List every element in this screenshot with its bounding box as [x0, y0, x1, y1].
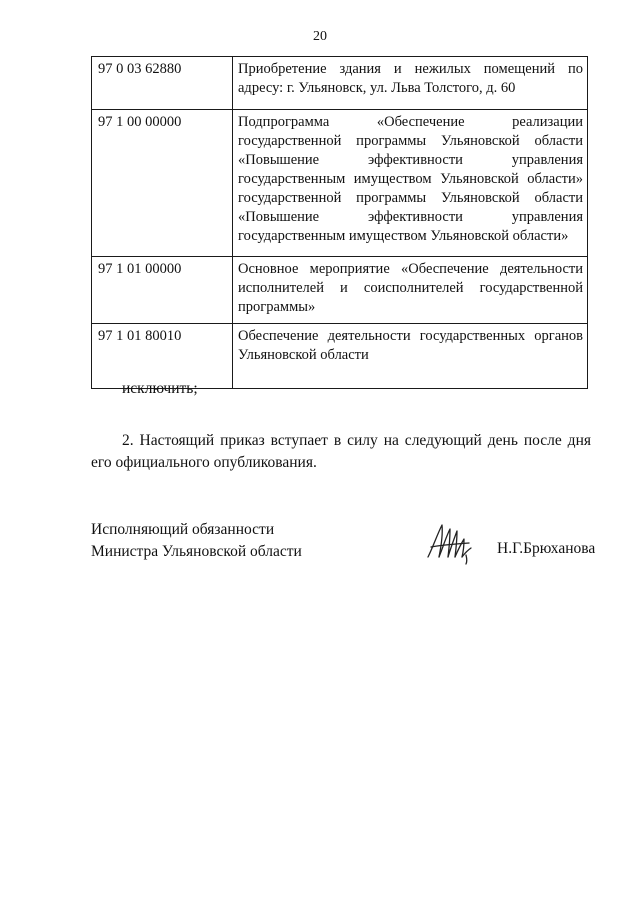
description-cell: Приобретение здания и нежилых помещений по адресу: г. Ульяновск, ул. Льва Толстого, д. 60 [233, 57, 588, 110]
description-cell: Основное мероприятие «Обеспечение деятельности исполнителей и соисполнителей государственной программы» [233, 257, 588, 324]
signatory-name: Н.Г.Брюханова [497, 540, 596, 557]
table-row [92, 257, 588, 324]
table-row [92, 57, 588, 110]
exclude-text: исключить; [122, 380, 198, 397]
budget-codes-table [91, 56, 588, 389]
signatory-position [91, 519, 302, 563]
paragraph-2: 2. Настоящий приказ вступает в силу на следующий день после дня его официального опубликования. [91, 432, 591, 471]
code-cell: 97 1 01 80010 [92, 324, 233, 389]
code-cell: 97 0 03 62880 [92, 57, 233, 110]
table-row [92, 324, 588, 389]
description-cell: Подпрограмма «Обеспечение реализации государственной программы Ульяновской области «Повышение эффективности управления государственным имуществом Ульяновской области» государственной программы Ульяновской области «Повышение эффективности управления государственным имуществом Ульяновской области» [233, 110, 588, 257]
table-row [92, 110, 588, 257]
signatory-position-line2: Министра Ульяновской области [91, 543, 302, 560]
code-cell: 97 1 01 00000 [92, 257, 233, 324]
page-number: 20 [313, 29, 327, 44]
handwritten-signature [425, 517, 475, 565]
description-cell: Обеспечение деятельности государственных органов Ульяновской области [233, 324, 588, 389]
code-cell: 97 1 00 00000 [92, 110, 233, 257]
signatory-position-line1: Исполняющий обязанности [91, 521, 275, 538]
